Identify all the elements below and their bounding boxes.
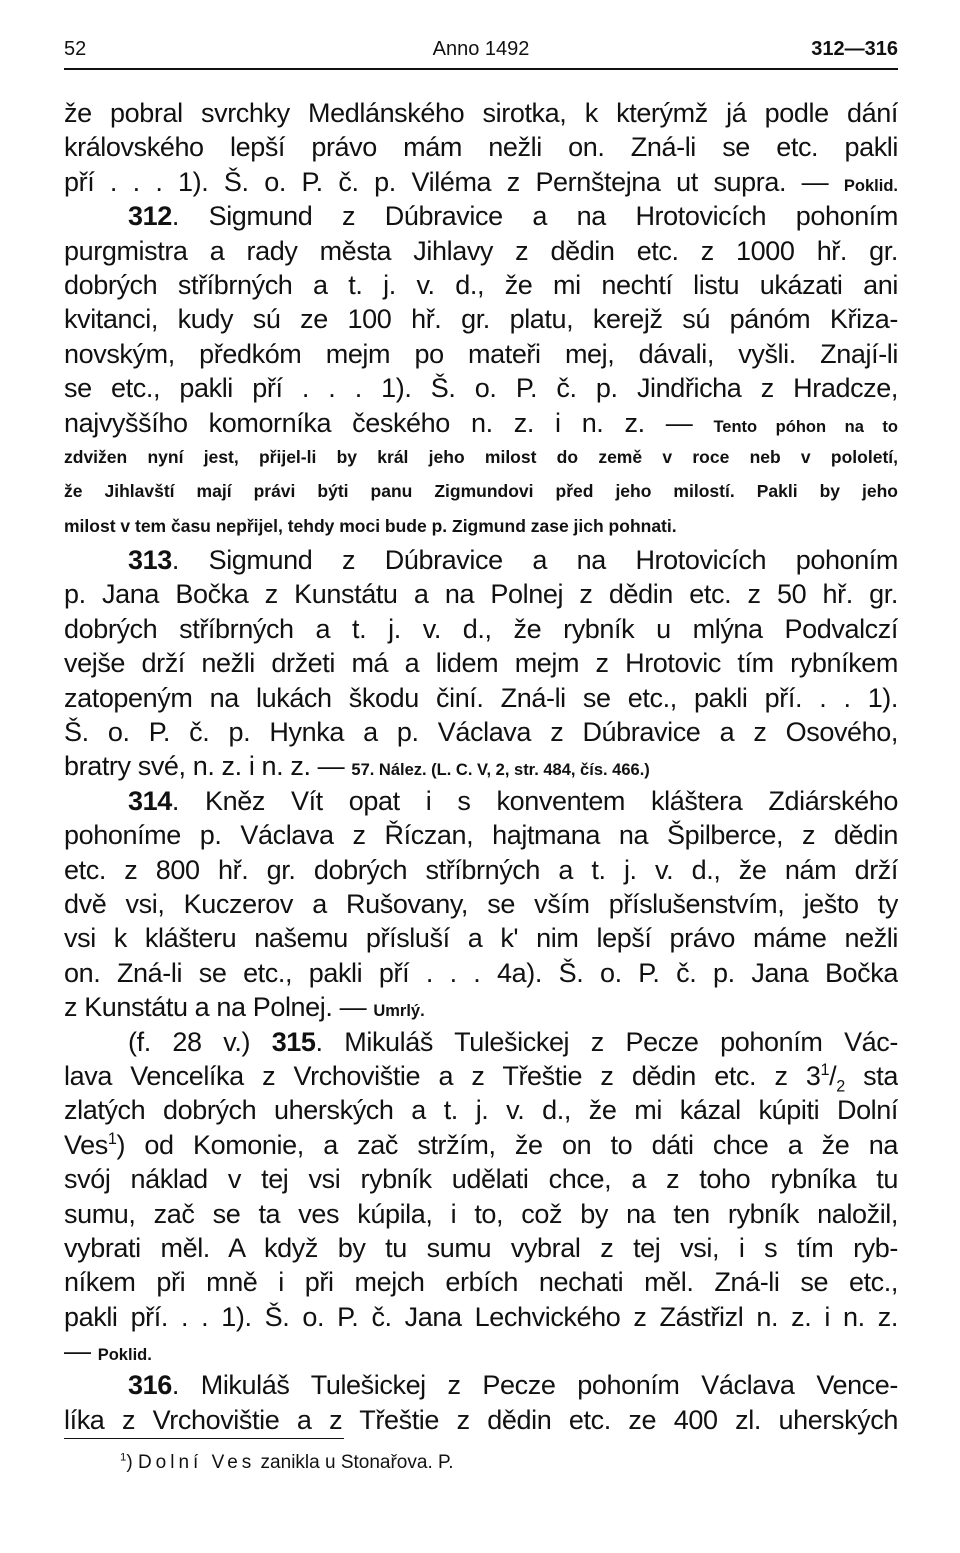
note-run: Umrlý.: [373, 1002, 425, 1021]
text-line: líka z Vrchovištie a z Třeštie z dědin etc. ze 400 zl. uherských: [64, 1404, 898, 1435]
text-run: . Mikuláš Tulešickej z Pecze pohoním Václava Vence-: [171, 1370, 898, 1401]
text-run: najvyššího komorníka českého n. z. i n. z. —: [64, 407, 693, 438]
entry-number: 314: [128, 785, 172, 816]
text-line: [64, 406, 898, 440]
fraction-denominator: 2: [836, 1077, 845, 1094]
text-line: dobrých stříbrných a t. j. v. d., že rybník u mlýna Podvalczí: [64, 613, 898, 644]
text-line: [64, 990, 898, 1024]
text-line: vsi k klášteru našemu přísluší a k' nim lepší právo máme nežli: [64, 923, 898, 954]
text-line: královského lepší právo mám nežli on. Zná-li se etc. pakli: [64, 132, 898, 163]
text-line: níkem při mně i při mejch erbích nechati měl. Zná-li se etc.,: [64, 1267, 898, 1298]
header-rule: [64, 68, 898, 70]
note-run: 57. Nález. (L. C. V, 2, str. 484, čís. 466.): [351, 761, 650, 780]
text-run: sta: [844, 1060, 898, 1091]
text-line: on. Zná-li se etc., pakli pří . . . 4a). Š. o. P. č. p. Jana Bočka: [64, 957, 898, 988]
text-line: vybrati měl. A když by tu sumu vybral z tej vsi, i s tím ryb-: [64, 1232, 898, 1263]
text-line: [64, 165, 898, 199]
running-header: [64, 38, 898, 64]
text-run: —: [64, 1336, 91, 1367]
text-line: sumu, zač se ta ves kúpila, i to, což by na ten rybník naložil,: [64, 1198, 898, 1229]
entry-number: 313: [128, 545, 172, 576]
note-line: zdvižen nyní jest, přijel-li by král jeho milost do země v roce neb v pololetí,: [64, 446, 898, 467]
text-line: [64, 1334, 898, 1368]
entry-number: 315: [271, 1026, 316, 1057]
text-run: . Sigmund z Dúbravice a na Hrotovicích pohoním: [171, 545, 898, 576]
note-line: milost v tem času nepřijel, tehdy moci bude p. Zigmund zase jich pohnati.: [64, 515, 677, 536]
text-run: ) od Komonie, a zač stržím, že on to dáti chce a že na: [116, 1129, 898, 1160]
text-run: lava Vencelíka z Vrchovištie a z Třeštie z dědin etc. z 3: [64, 1060, 821, 1091]
fraction-numerator: 1: [820, 1060, 830, 1079]
body-text: [64, 96, 898, 1437]
text-line: vejše drží nežli držeti má a lidem mejm z Hrotovic tím rybníkem: [64, 648, 898, 679]
entry-316-line: [64, 1368, 898, 1402]
text-line: p. Jana Bočka z Kunstátu a na Polnej z dědin etc. z 50 hř. gr.: [64, 579, 898, 610]
text-line: [64, 1059, 898, 1093]
text-line: [64, 749, 898, 783]
text-line: novským, předkóm mejm po mateři mej, dávali, vyšli. Znají-li: [64, 338, 898, 369]
footnote-text: zanikla u Stonařova. P.: [255, 1452, 454, 1473]
header-title: Anno 1492: [432, 38, 530, 60]
footnote: $^1$) Dolní Ves zanikla u Stonařova. P.: [120, 1451, 454, 1473]
text-line: kvitanci, kudy sú ze 100 hř. gr. platu, kerejž sú pánóm Křiza-: [64, 304, 898, 335]
entry-313-line: [64, 543, 898, 577]
text-run: Ves: [64, 1129, 108, 1160]
entry-315-line: [64, 1025, 898, 1059]
text-line: etc. z 800 hř. gr. dobrých stříbrných a t. j. v. d., že nám drží: [64, 854, 898, 885]
footnote-rule: [64, 1438, 344, 1439]
text-line: zlatých dobrých uherských a t. j. v. d., že mi kázal kúpiti Dolní: [64, 1095, 898, 1126]
text-run: . Sigmund z Dúbravice a na Hrotovicích pohoním: [171, 201, 898, 232]
text-line: zatopeným na lukách škodu činí. Zná-li se etc., pakli pří. . . 1).: [64, 682, 898, 713]
note-run: Tento póhon na to: [713, 417, 898, 436]
text-line: pakli pří. . . 1). Š. o. P. č. Jana Lechvického z Zástřizl n. z. i n. z.: [64, 1301, 898, 1332]
footnote-spaced-text: Dolní Ves: [137, 1452, 256, 1473]
folio-ref: (f. 28 v.): [128, 1026, 251, 1057]
text-line: dvě vsi, Kuczerov a Rušovany, se vším příslušenstvím, ješto ty: [64, 888, 898, 919]
note-run: Poklid.: [97, 1346, 152, 1365]
text-line: dobrých stříbrných a t. j. v. d., že mi nechtí listu ukázati ani: [64, 269, 898, 300]
entry-number: 312: [128, 201, 172, 232]
text-run: . Mikuláš Tulešickej z Pecze pohoním Vác-: [315, 1026, 898, 1057]
text-run: bratry své, n. z. i n. z. —: [64, 751, 345, 782]
text-run: pří . . . 1). Š. o. P. č. p. Viléma z Pernštejna ut supra. —: [64, 166, 829, 197]
entry-312-line: [64, 199, 898, 233]
footnote-marker: 1: [120, 1451, 127, 1464]
entry-range: 312—316: [811, 38, 898, 60]
entry-number: 316: [128, 1370, 172, 1401]
text-line: svój náklad v tej vsi rybník udělati chce, a z toho rybníka tu: [64, 1164, 898, 1195]
entry-314-line: [64, 784, 898, 818]
text-run: . Kněz Vít opat i s konventem kláštera Zdiárského: [171, 785, 898, 816]
text-run: z Kunstátu a na Polnej. —: [64, 992, 367, 1023]
footnote-ref: 1: [107, 1129, 117, 1148]
fraction-slash: /: [829, 1060, 837, 1091]
text-line: [64, 1128, 898, 1162]
text-line: se etc., pakli pří . . . 1). Š. o. P. č. p. Jindřicha z Hradcze,: [64, 373, 898, 404]
note-run: Poklid.: [843, 176, 898, 195]
text-line: purgmistra a rady města Jihlavy z dědin etc. z 1000 hř. gr.: [64, 235, 898, 266]
text-line: že pobral svrchky Medlánského sirotka, k kterýmž já podle dání: [64, 98, 898, 128]
text-line: pohoníme p. Václava z Říczan, hajtmana na Špilberce, z dědin: [64, 820, 898, 851]
text-line: Š. o. P. č. p. Hynka a p. Václava z Dúbravice a z Osového,: [64, 717, 898, 748]
note-line: že Jihlavští mají právi býti panu Zigmundovi před jeho milostí. Pakli by jeho: [64, 481, 898, 502]
page-number: 52: [64, 38, 87, 60]
